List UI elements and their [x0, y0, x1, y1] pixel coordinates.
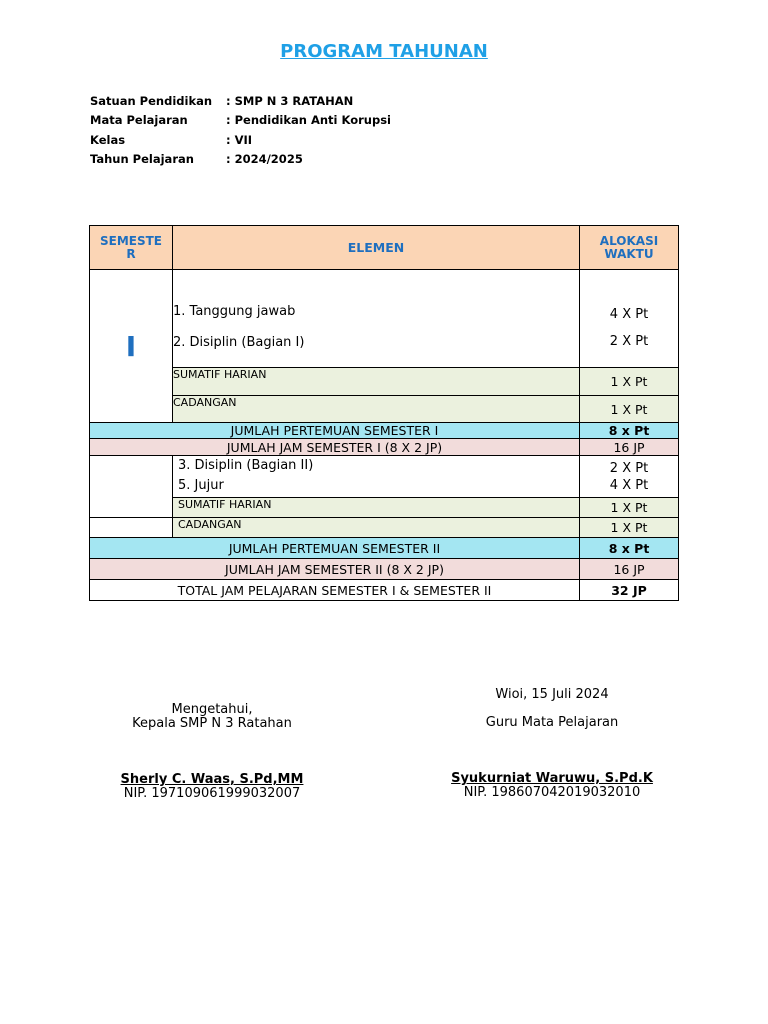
- info-row-tahun: [90, 152, 391, 171]
- table-header-row: [90, 226, 679, 270]
- sem1-jumlah-pertemuan-row: [90, 423, 679, 439]
- sem2-jumlah-pertemuan-row: [90, 538, 679, 559]
- header-elemen: ELEMEN: [173, 226, 580, 270]
- jumlah-pertemuan-value: 8 x Pt: [580, 423, 679, 439]
- jumlah-pertemuan-value: 8 x Pt: [580, 538, 679, 559]
- info-value: : 2024/2025: [226, 151, 303, 166]
- total-row: [90, 580, 679, 601]
- document-info: [90, 94, 391, 171]
- sumatif-value: 1 X Pt: [580, 498, 679, 518]
- signature-name: Syukurniat Waruwu, S.Pd.K: [451, 771, 653, 786]
- sem2-cadangan-row: [90, 518, 679, 538]
- alokasi-value: 4 X Pt: [609, 477, 649, 493]
- jumlah-jam-label: JUMLAH JAM SEMESTER I (8 X 2 JP): [90, 439, 580, 456]
- cadangan-label: CADANGAN: [173, 396, 580, 423]
- info-key: Kelas: [90, 132, 126, 147]
- signature-line: Mengetahui,: [171, 702, 253, 717]
- sem2-sumatif-row: [90, 498, 679, 518]
- sumatif-label: SUMATIF HARIAN: [173, 368, 580, 396]
- total-value: 32 JP: [580, 580, 679, 601]
- sem2-elemen-cell: [173, 456, 580, 498]
- info-row-kelas: [90, 133, 391, 152]
- sem1-cadangan-row: [90, 396, 679, 423]
- signature-role: Guru Mata Pelajaran: [485, 715, 619, 730]
- sem2-alokasi-cell: [580, 456, 679, 498]
- jumlah-jam-value: 16 JP: [580, 559, 679, 580]
- sem1-items-row: [90, 270, 679, 368]
- list-item: 3. Disiplin (Bagian II): [178, 458, 314, 473]
- sem1-sumatif-row: [90, 368, 679, 396]
- signature-name: Sherly C. Waas, S.Pd,MM: [120, 772, 304, 787]
- alokasi-value: 2 X Pt: [609, 333, 649, 349]
- program-table: [89, 225, 679, 601]
- cadangan-label: CADANGAN: [173, 518, 580, 538]
- list-item: 5. Jujur: [178, 478, 224, 493]
- info-row-satuan: [90, 94, 391, 113]
- alokasi-value: 4 X Pt: [609, 306, 649, 322]
- sem1-alokasi-cell: [580, 270, 679, 368]
- page-title: PROGRAM TAHUNAN: [280, 41, 488, 62]
- semester-label-1: I: [90, 270, 173, 423]
- signature-right: [412, 688, 692, 800]
- sem2-jumlah-jam-row: [90, 559, 679, 580]
- header-alokasi: ALOKASI WAKTU: [580, 226, 679, 270]
- sem1-jumlah-jam-row: [90, 439, 679, 456]
- info-value: : SMP N 3 RATAHAN: [226, 94, 354, 108]
- cadangan-value: 1 X Pt: [580, 396, 679, 423]
- info-row-mapel: [90, 113, 391, 132]
- alokasi-value: 2 X Pt: [609, 460, 649, 476]
- jumlah-pertemuan-label: JUMLAH PERTEMUAN SEMESTER I: [90, 423, 580, 439]
- sumatif-value: 1 X Pt: [580, 368, 679, 396]
- total-label: TOTAL JAM PELAJARAN SEMESTER I & SEMESTER II: [90, 580, 580, 601]
- semester-label-2: [90, 456, 173, 518]
- jumlah-jam-value: 16 JP: [580, 439, 679, 456]
- header-semester: SEMESTE R: [90, 226, 173, 270]
- info-key: Tahun Pelajaran: [90, 151, 194, 166]
- signature-nip: NIP. 198607042019032010: [463, 785, 641, 800]
- info-key: Satuan Pendidikan: [90, 94, 213, 108]
- info-key: Mata Pelajaran: [90, 113, 188, 128]
- signature-left: [92, 703, 332, 801]
- sem2-items-row: [90, 456, 679, 498]
- info-value: : Pendidikan Anti Korupsi: [226, 113, 391, 128]
- empty-cell: [90, 518, 173, 538]
- info-value: : VII: [226, 132, 253, 147]
- jumlah-jam-label: JUMLAH JAM SEMESTER II (8 X 2 JP): [90, 559, 580, 580]
- signature-nip: NIP. 197109061999032007: [123, 786, 301, 801]
- list-item: 1. Tanggung jawab: [173, 303, 296, 319]
- list-item: 2. Disiplin (Bagian I): [173, 334, 305, 350]
- jumlah-pertemuan-label: JUMLAH PERTEMUAN SEMESTER II: [90, 538, 580, 559]
- cadangan-value: 1 X Pt: [580, 518, 679, 538]
- sem1-elemen-cell: [173, 270, 580, 368]
- sumatif-label: SUMATIF HARIAN: [173, 498, 580, 518]
- signature-date: Wioi, 15 Juli 2024: [495, 687, 609, 702]
- signature-role: Kepala SMP N 3 Ratahan: [132, 716, 292, 731]
